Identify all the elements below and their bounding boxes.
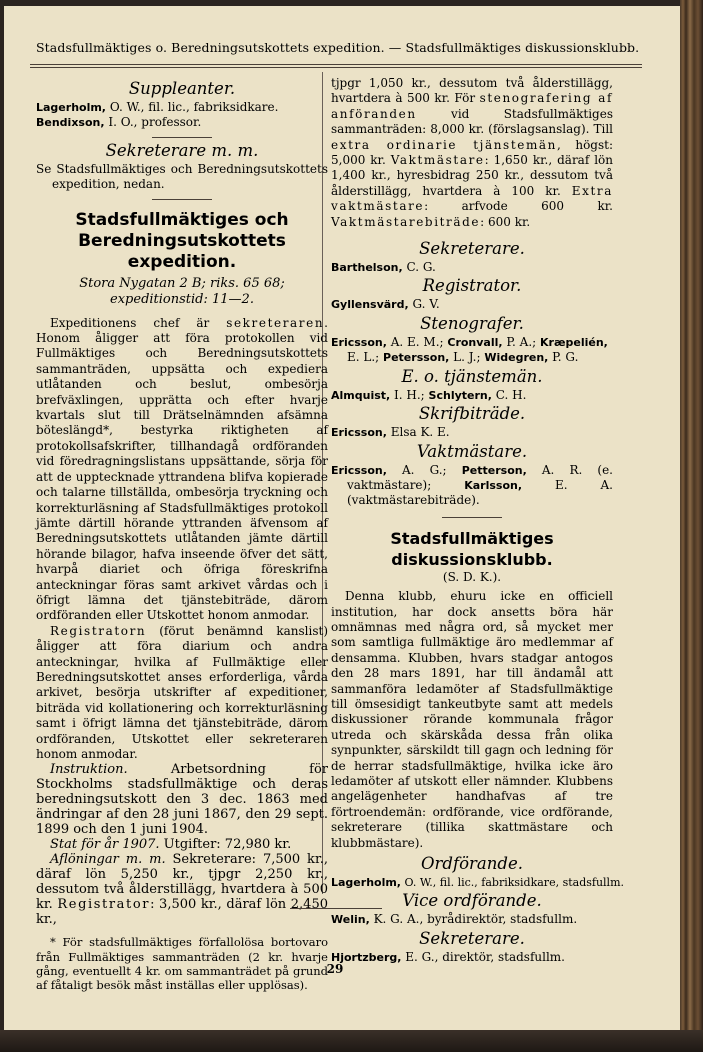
eo-tjanstemän-heading: E. o. tjänstemän. [401, 366, 543, 386]
ordforande-heading: Ordförande. [421, 854, 523, 874]
page-bottom-edge [0, 1030, 703, 1052]
suppleant-entry: Lagerholm, O. W., fil. lic., fabriksidkare. [36, 100, 279, 114]
sekreterare-heading-right: Sekreterare. [419, 239, 525, 259]
paragraph-sekreteraren: Expeditionens chef är sekreteraren. Honom åligger att föra protokollen vid Fullmäktiges och Beredningsutskottets sammanträden, uppsätta och expediera utlåtanden och beslut, ombesörja brefväxlingen, upprätta och efter hvarje kvartals slut till Drätselnämnden afsämna böteslängd*, bestyrka riktigheten af protokollsafskrifter, tillhandagå ordföranden vid föredragningslistans uppsättande, sörja för att de upptecknade yttrandena blifva kopierade och talarne tillställda, ombesörja tryckning och korrekturläsning af Stadsfullmäktiges protokoll jämte därtill hörande yttranden äfvensom af Beredningsutskottets utlåtanden jämte därtill hörande bilagor, hafva inseende öfver det sätt, hvarpå diariet och öfriga föreskrifna anteckningar föras samt arkivet vårdas och i öfrigt lämna det tjänstebiträde, därom ordföranden eller Utskottet honom anmodar. [36, 315, 328, 623]
divider [152, 137, 212, 138]
klubb-abbreviation: (S. D. K.). [442, 569, 502, 584]
registrator-entry: Gyllensvärd, G. V. [331, 297, 440, 312]
bottom-rule [290, 908, 382, 909]
header-rule-double [30, 67, 642, 68]
section-title: Stadsfullmäktiges och Beredningsutskottets expedition. [75, 209, 289, 272]
divider [442, 517, 502, 518]
vaktmastare-entry: Ericsson, A. G.; Petterson, A. R. (e. vaktmästare); Karlsson, E. A. (vaktmästarebiträde). [331, 462, 613, 508]
klubb-text: Denna klubb, ehuru icke en officiell institution, har dock ansetts böra här omnämnas med några ord, så mycket mer som samtliga fullmäktige äro medlemmar af densamma. Klubben, hvars stadgar antogos den 28 mars 1891, har till ändamål att sammanföra ledamöter af Stadsfullmäktige till ömsesidigt tankeutbyte samt att medels diskussioner rörande kommunala frågor utreda och skärskåda dessa från olika synpunkter, särskildt till gagn och ledning för de herrar stadsfullmäktige, hvilka icke äro ledamöter af utskott eller nämnder. Klubbens angelägenheter handhafvas af tre förtroendemän: ordförande, vice ordförande, sekreterare (tillika skattmästare och klubbmästare). [331, 589, 613, 850]
sekreterare-heading: Sekreterare m. m. [105, 140, 259, 160]
stenografer-heading: Stenografer. [420, 313, 524, 333]
vice-ordforande-entry: Welin, K. G. A., byrådirektör, stadsfullm. [331, 912, 578, 927]
registrator-heading: Registrator. [422, 276, 522, 296]
running-header: Stadsfullmäktiges o. Beredningsutskottets expedition. — Stadsfullmäktiges diskussionsklubb. [36, 40, 640, 55]
suppleanter-heading: Suppleanter. [128, 79, 236, 98]
divider [152, 199, 212, 200]
book-binding [680, 0, 703, 1052]
footnote: * För stadsfullmäktiges förfallolösa bortovaro från Fullmäktiges sammanträden (2 kr. hvarje gång, eventuellt 4 kr. om sammanträdet på grund af fåtaligt besök måst inställas eller upplösas). [36, 935, 328, 993]
eo-tjanstemän-entry: Almquist, I. H.; Schlytern, C. H. [331, 387, 527, 402]
paragraph-afloningar: Aflöningar m. m. Sekreterare: 7,500 kr., däraf lön 5,250 kr., tjpgr 2,250 kr., dessutom två ålderstillägg, hvartdera à 500 kr. Registrator: 3,500 kr., däraf lön 2,450 kr., [36, 852, 328, 928]
sekreterare-text: Se Stadsfullmäktiges och Beredningsutskottets expedition, nedan. [36, 161, 328, 192]
page-number: 29 [326, 962, 344, 976]
paragraph-instruktion: Instruktion. Arbetsordning för Stockholms stadsfullmäktige och deras beredningsutskott den 3 dec. 1863 med ändringar af den 28 juni 1867, den 29 sept. 1899 och den 1 juni 1904. [36, 762, 328, 838]
ordforande-entry: Lagerholm, O. W., fil. lic., fabriksidkare, stadsfullm. [331, 876, 625, 890]
paragraph-continued: tjpgr 1,050 kr., dessutom två ålderstillägg, hvartdera à 500 kr. För stenografering af anföranden vid Stadsfullmäktiges sammanträden: 8,000 kr. (förslagsanslag). Till extra ordinarie tjänstemän, högst: 5,000 kr. Vaktmästare: 1,650 kr., däraf lön 1,400 kr., hyresbidrag 250 kr., dessutom två ålderstillägg, hvartdera à 100 kr. Extra vaktmästare: arfvode 600 kr. Vaktmästarebiträde: 600 kr. [331, 76, 613, 229]
left-column [36, 78, 328, 992]
skrifbitrade-entry: Ericsson, Elsa K. E. [331, 425, 450, 440]
address: Stora Nygatan 2 B; riks. 65 68; expeditionstid: 11—2. [79, 275, 285, 307]
stenografer-entry: Ericsson, A. E. M.; Cronvall, P. A.; Kræpelién, E. L.; Petersson, L. J.; Widegren, P. G. [331, 334, 608, 365]
vaktmastare-heading: Vaktmästare. [416, 441, 528, 461]
paragraph-stat: Stat för år 1907. Utgifter: 72,980 kr. [50, 837, 292, 853]
klubb-sekreterare-heading: Sekreterare. [419, 928, 525, 948]
suppleant-entry: Bendixson, I. O., professor. [36, 115, 202, 130]
sekreterare-entry: Barthelson, C. G. [331, 260, 436, 275]
klubb-sekreterare-entry: Hjortzberg, E. G., direktör, stadsfullm. [331, 949, 565, 964]
vice-ordforande-heading: Vice ordförande. [402, 891, 542, 911]
skrifbitrade-heading: Skrifbiträde. [418, 404, 526, 424]
header-rule [30, 64, 642, 65]
paragraph-registratorn: Registratorn (förut benämnd kanslist) åligger att föra diarium och andra anteckningar, hvilka af Fullmäktige eller Beredningsutskottet anses erforderliga, vårda arkivet, besörja utskrifter af expeditioner, biträda vid kollationering och korrekturläsning samt i öfrigt lämna det tjänstebiträde, därom ordföranden, Utskottet eller sekreteraren honom anmodar. [36, 623, 328, 761]
klubb-title: Stadsfullmäktiges diskussionsklubb. [390, 528, 554, 569]
right-column [331, 76, 625, 965]
